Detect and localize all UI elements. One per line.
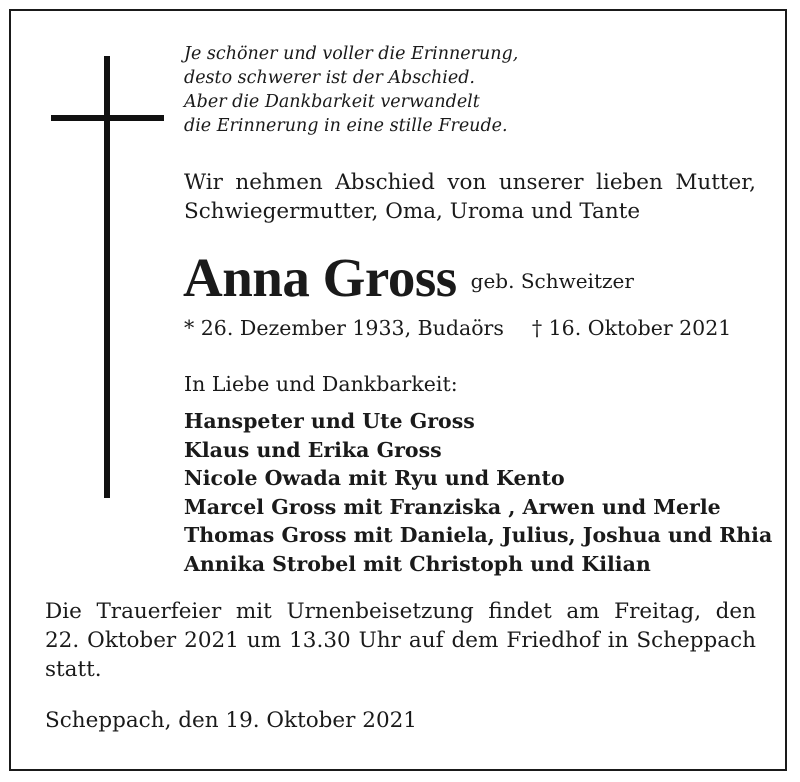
mourner-line: Annika Strobel mit Christoph und Kilian [184, 551, 651, 576]
mourners-heading: In Liebe und Dankbarkeit: [184, 372, 458, 396]
maiden-name: geb. Schweitzer [470, 269, 634, 293]
deceased-name-line [183, 246, 634, 309]
mourner-line: Nicole Owada mit Ryu und Kento [184, 466, 565, 490]
intro-line: Schwiegermutter, Oma, Uroma und Tante [184, 199, 641, 224]
place-date: Scheppach, den 19. Oktober 2021 [45, 708, 417, 733]
funeral-notice [45, 597, 756, 684]
poem-line: Je schöner und voller die Erinnerung, [184, 44, 519, 64]
birth-date: * 26. Dezember 1933, Budaörs [184, 316, 504, 340]
mourners-list [184, 407, 772, 578]
life-dates [184, 316, 731, 340]
cross-vertical-bar [104, 56, 110, 498]
funeral-line: statt. [45, 657, 102, 682]
mourner-line: Hanspeter und Ute Gross [184, 409, 475, 433]
poem-line: die Erinnerung in eine stille Freude. [184, 116, 508, 136]
deceased-name: Anna Gross [183, 247, 457, 308]
poem-line: Aber die Dankbarkeit verwandelt [184, 92, 480, 112]
funeral-line: 22. Oktober 2021 um 13.30 Uhr auf dem Friedhof in Scheppach [45, 628, 756, 653]
funeral-line: Die Trauerfeier mit Urnenbeisetzung findet am Freitag, den [45, 599, 756, 624]
intro-text [184, 168, 756, 226]
poem [184, 42, 518, 138]
mourner-line: Klaus und Erika Gross [184, 437, 442, 462]
poem-line: desto schwerer ist der Abschied. [184, 68, 475, 88]
mourner-line: Marcel Gross mit Franziska , Arwen und Merle [184, 494, 721, 519]
intro-line: Wir nehmen Abschied von unserer lieben Mutter, [184, 170, 756, 195]
mourner-line: Thomas Gross mit Daniela, Julius, Joshua und Rhia [184, 523, 773, 547]
cross-horizontal-bar [51, 115, 164, 121]
death-date: † 16. Oktober 2021 [531, 316, 732, 340]
